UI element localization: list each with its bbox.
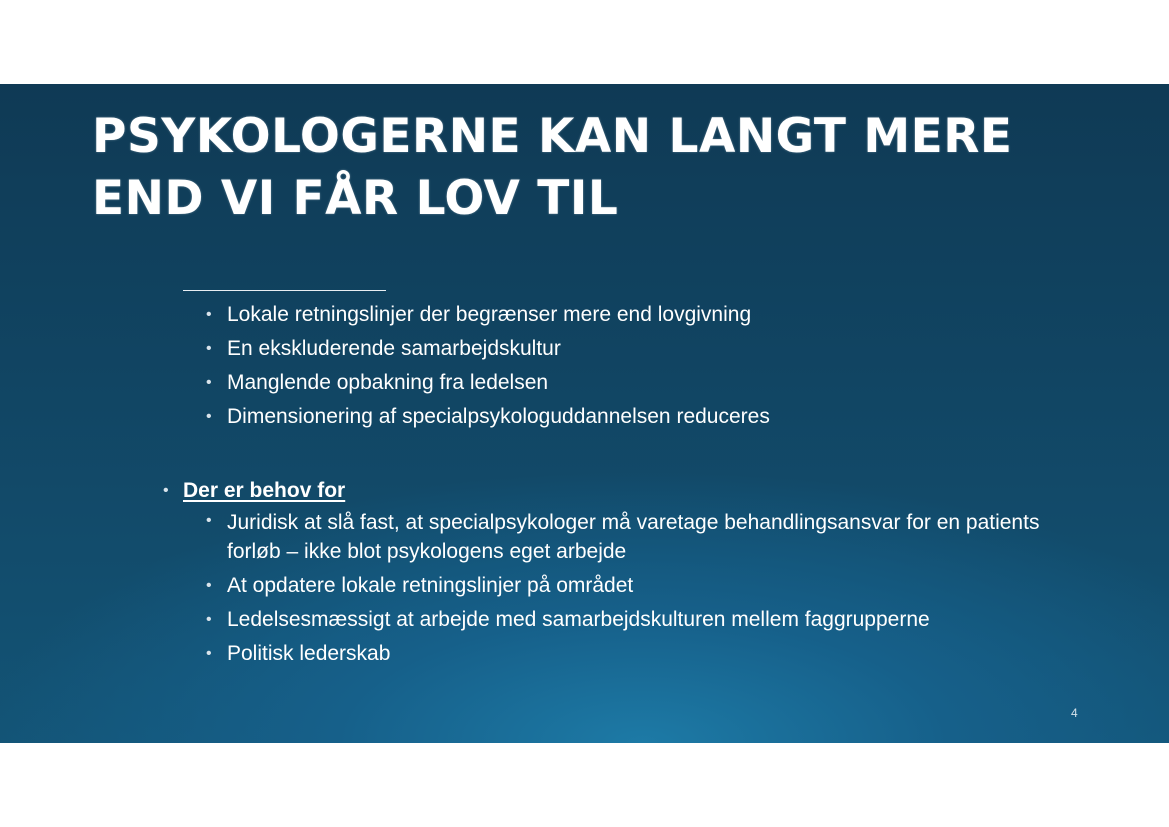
list-item [206,603,1086,637]
list-item-text: En ekskluderende samarbejdskultur [227,337,561,360]
bullet-icon: • [206,340,212,357]
list-item-text: Politisk lederskab [227,642,391,665]
bullet-icon: • [206,306,212,323]
bullet-icon: • [206,577,212,594]
list-item [206,637,1086,671]
bullet-icon: • [206,374,212,391]
list-item [206,506,1086,569]
list-item [206,569,1086,603]
bullet-icon: • [163,482,169,499]
slide-title [92,106,1102,230]
list-item [206,366,1086,400]
needs-heading [163,474,345,508]
needs-list [206,506,1086,671]
list-item-text: Ledelsesmæssigt at arbejde med samarbejdskulturen mellem faggrupperne [227,608,930,631]
list-item [206,332,1086,366]
page-number: 4 [1071,706,1078,720]
list-item [206,298,1086,332]
slide-title-line-1: PSYKOLOGERNE KAN LANGT MERE [92,109,1013,164]
problems-list [206,298,1086,434]
list-item [206,400,1086,434]
blank-underline-divider [183,290,386,291]
needs-heading-label: Der er behov for [183,479,346,502]
bullet-icon: • [206,611,212,628]
slide [0,84,1169,743]
bullet-icon: • [206,645,212,662]
list-item-text: Dimensionering af specialpsykologuddannelsen reduceres [227,405,770,428]
list-item-text: Lokale retningslinjer der begrænser mere end lovgivning [227,303,752,326]
bullet-icon: • [206,512,212,529]
bullet-icon: • [206,408,212,425]
list-item-text: At opdatere lokale retningslinjer på området [227,574,634,597]
list-item-text: Juridisk at slå fast, at specialpsykologer må varetage behandlingsansvar for en patients forløb – ikke blot psykologens eget arbejde [227,511,1040,563]
list-item-text: Manglende opbakning fra ledelsen [227,371,549,394]
slide-title-line-2: END VI FÅR LOV TIL [92,171,619,226]
